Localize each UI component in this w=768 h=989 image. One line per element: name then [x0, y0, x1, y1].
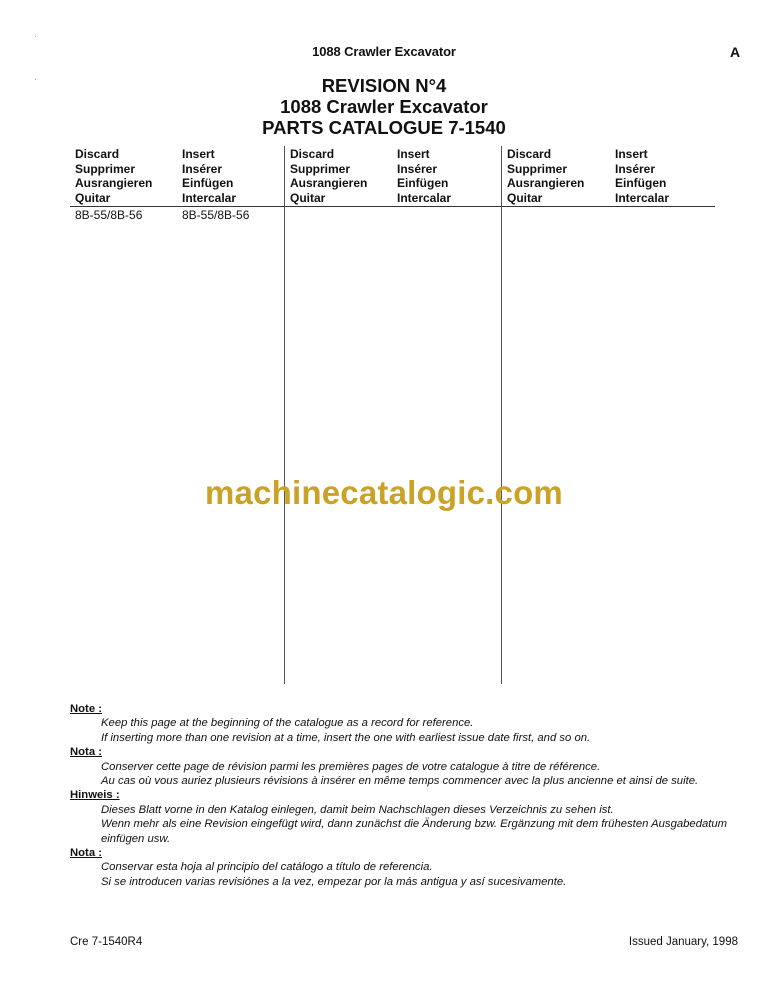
header-label: Quitar [290, 190, 326, 205]
table-header-rule [70, 206, 715, 207]
notes-section [70, 702, 746, 889]
header-label: Supprimer [290, 161, 351, 176]
machine-name: 1088 Crawler Excavator [280, 96, 488, 117]
insert-header [182, 147, 236, 205]
note-line: Keep this page at the beginning of the catalogue as a record for reference. [101, 717, 474, 730]
header-label: Quitar [75, 190, 111, 205]
header-label: Insert [397, 147, 430, 161]
document-code: Cre 7-1540R4 [70, 936, 143, 948]
column-divider [284, 146, 285, 684]
note-line: If inserting more than one revision at a time, insert the one with earliest issue date first, and so on. [101, 731, 591, 744]
header-label: Intercalar [615, 190, 670, 205]
header-label: Insérer [182, 161, 223, 176]
revision-title [0, 75, 768, 138]
note-heading: Hinweis : [70, 789, 120, 802]
header-label: Supprimer [507, 161, 568, 176]
header-label: Supprimer [75, 161, 136, 176]
note-block-fr [70, 745, 746, 788]
page-letter: A [730, 44, 741, 60]
note-block-en [70, 702, 746, 745]
header-label: Insérer [615, 161, 656, 176]
header-label: Ausrangieren [290, 176, 368, 191]
insert-cell: 8B-55/8B-56 [182, 208, 250, 222]
header-label: Ausrangieren [75, 176, 153, 191]
header-label: Intercalar [397, 190, 452, 205]
note-block-de [70, 788, 746, 846]
discard-header [290, 147, 367, 205]
note-line: Conservar esta hoja al principio del catálogo a título de referencia. [101, 861, 433, 874]
catalogue-number: PARTS CATALOGUE 7-1540 [262, 117, 506, 138]
discard-header [75, 147, 152, 205]
header-label: Quitar [507, 190, 543, 205]
watermark: machinecatalogic.com [205, 474, 563, 511]
header-label: Insérer [397, 161, 438, 176]
header-label: Insert [615, 147, 648, 161]
note-line: Wenn mehr als eine Revision eingefügt wird, dann zunächst die Änderung bzw. Ergänzung mit dem frühesten Ausgabedatum einfügen usw. [101, 818, 728, 845]
header-label: Intercalar [182, 190, 237, 205]
note-block-es [70, 846, 746, 889]
revision-number: REVISION N°4 [321, 75, 447, 96]
discard-header [507, 147, 584, 205]
note-heading: Nota : [70, 847, 103, 860]
header-label: Einfügen [182, 176, 234, 191]
note-line: Au cas où vous auriez plusieurs révisions à insérer en même temps commencer avec la plus ancienne et ainsi de suite. [101, 775, 699, 788]
note-heading: Note : [70, 703, 103, 715]
header-label: Discard [75, 147, 120, 161]
note-line: Si se introducen varias revisiónes a la vez, empezar por la más antigua y así sucesivamente. [101, 875, 567, 888]
issue-date: Issued January, 1998 [628, 936, 738, 948]
scan-speck [35, 36, 36, 37]
insert-header [615, 147, 669, 205]
header-label: Ausrangieren [507, 176, 585, 191]
note-line: Dieses Blatt vorne in den Katalog einlegen, damit beim Nachschlagen dieses Verzeichnis zu sehen ist. [101, 803, 614, 816]
document-header-title: 1088 Crawler Excavator [312, 44, 456, 59]
note-heading: Nota : [70, 746, 103, 759]
header-label: Discard [290, 147, 335, 161]
column-divider [501, 146, 502, 684]
insert-header [397, 147, 451, 205]
note-line: Conserver cette page de révision parmi les premières pages de votre catalogue à titre de référence. [101, 760, 601, 773]
discard-cell: 8B-55/8B-56 [75, 208, 143, 222]
header-label: Discard [507, 147, 552, 161]
header-label: Einfügen [615, 176, 667, 191]
header-label: Einfügen [397, 176, 449, 191]
header-label: Insert [182, 147, 215, 161]
